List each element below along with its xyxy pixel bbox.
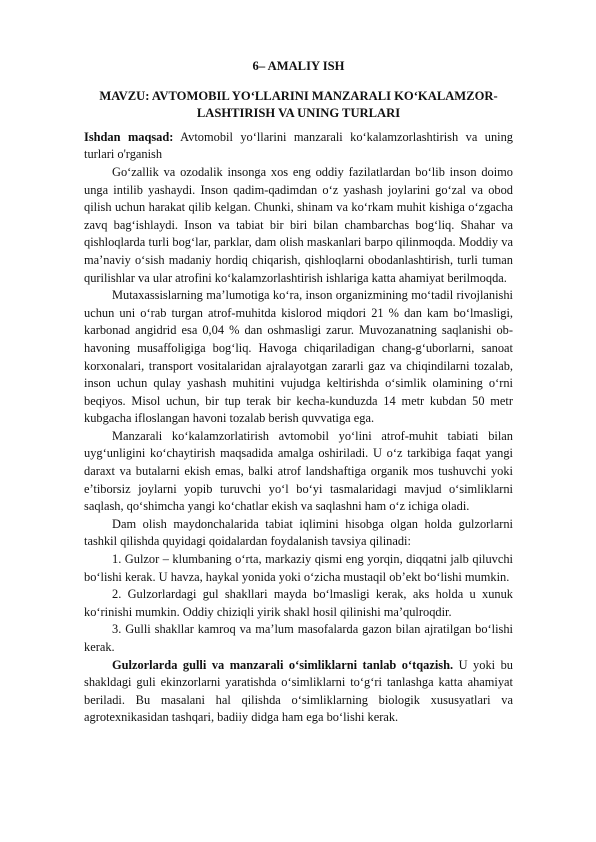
aim-label: Ishdan maqsad: xyxy=(84,129,174,144)
list-item: 1. Gulzor – klumbaning o‘rta, markaziy qismi eng yorqin, diqqatni jalb qiluvchi bo‘lishi kerak. U havza, haykal yonida yoki o‘zicha mustaqil ob’ekt bo‘lishi mumkin. xyxy=(84,552,513,584)
paragraph: Go‘zallik va ozodalik insonga xos eng oddiy fazilatlardan bo‘lib inson doimo unga intilib yashaydi. Inson qadim-qadimdan o‘z yashash joylarini go‘zal va obod qilish uchun harakat qilib kelgan. Chunki, shinam va ko‘rkam muhit kishiga o‘zgacha zavq bag‘ishlaydi. Inson va tabiat bir biri bilan chambarchas bog‘liq. Shahar va qishloqlarda turli bog‘lar, parklar, dam olish maskanlari barpo qilinmoqda. Moddiy va ma’naviy o‘sish madaniy hordiq chiqarish, qishloqlarni obodanlashtirish, turli tuman qurilishlar va ular atrofini ko‘kalamzorlashtirish ishlariga katta ahamiyat berilmoqda. xyxy=(84,164,513,285)
list-item: 2. Gulzorlardagi gul shakllari mayda bo‘lmasligi kerak, aks holda u xunuk ko‘rinishi mumkin. Oddiy chiziqli yirik shakl hosil qilinishi ma’qulroqdir. xyxy=(84,587,513,619)
final-text: U yoki bu shakldagi guli ekinzorlarni yaratishda o‘simliklarni to‘g‘ri tanlashga katta ahamiyat beriladi. Bu masalani hal qilishda o‘simliklarning biologik xususyatlari va agrotexnikasidan tashqari, badiiy didga ham ega bo‘lishi kerak. xyxy=(84,657,513,725)
page-heading: 6– AMALIY ISH xyxy=(252,59,345,73)
list-item: 3. Gulli shakllar kamroq va ma’lum masofalarda gazon bilan ajratilgan bo‘lishi kerak. xyxy=(84,622,513,654)
paragraph: Mutaxassislarning ma’lumotiga ko‘ra, inson organizmining mo‘tadil rivojlanishi uchun uni o‘rab turgan atrof-muhitda kislorod miqdori 21 % dan kam bo‘lmasligi, karbonad angidrid esa 0,04 % dan oshmasligi zarur. Muvozanatning saqlanishi ob-havoning musaffoligiga bog‘liq. Havoga chiqariladigan chang-g‘uborlarni, sanoat korxonalari, transport vositalaridan ajralayotgan zararli gaz va chiqindilarni tozalab, inson uchun qulay yashash muhitini vujudga keltirishda o‘simlik olamining o‘rni beqiyos. Misol uchun, bir tup terak bir kecha-kunduzda 14 metr kubdan 50 metr kubgacha ifloslangan havoni tozalab berish quvvatiga ega. xyxy=(84,288,513,426)
aim-paragraph xyxy=(84,129,513,164)
paragraph: Manzarali ko‘kalamzorlatirish avtomobil yo‘lini atrof-muhit tabiati bilan uyg‘unligini ko‘chaytirish maqsadida amalga oshiriladi. U o‘z tarkibiga faqat yangi daraxt va butalarni ekish emas, balki atrof landshaftiga organik mos tushuvchi yoki e’tiborsiz joylarni yopib turuvchi yo‘l bo‘yi tasmalaridagi mavjud o‘simliklarni saqlash, qo‘shimcha yangi ko‘chatlar ekish va saqlashni ham o‘z ichiga oladi. xyxy=(84,428,513,514)
final-heading: Gulzorlarda gulli va manzarali o‘simliklarni tanlab o‘tqazish. xyxy=(112,657,454,672)
topic-title: MAVZU: AVTOMOBIL YO‘LLARINI MANZARALI KO‘KALAMZOR-LASHTIRISH VA UNING TURLARI xyxy=(99,88,498,121)
final-paragraph xyxy=(84,657,513,727)
aim-text: Avtomobil yo‘llarini manzarali ko‘kalamzorlashtirish va uning turlari o'rganish xyxy=(84,129,513,162)
paragraph: Dam olish maydonchalarida tabiat iqlimini hisobga olgan holda gulzorlarni tashkil qilishda quyidagi qoidalardan foydalanish tavsiya qilinadi: xyxy=(84,516,513,549)
document-page xyxy=(84,58,513,727)
